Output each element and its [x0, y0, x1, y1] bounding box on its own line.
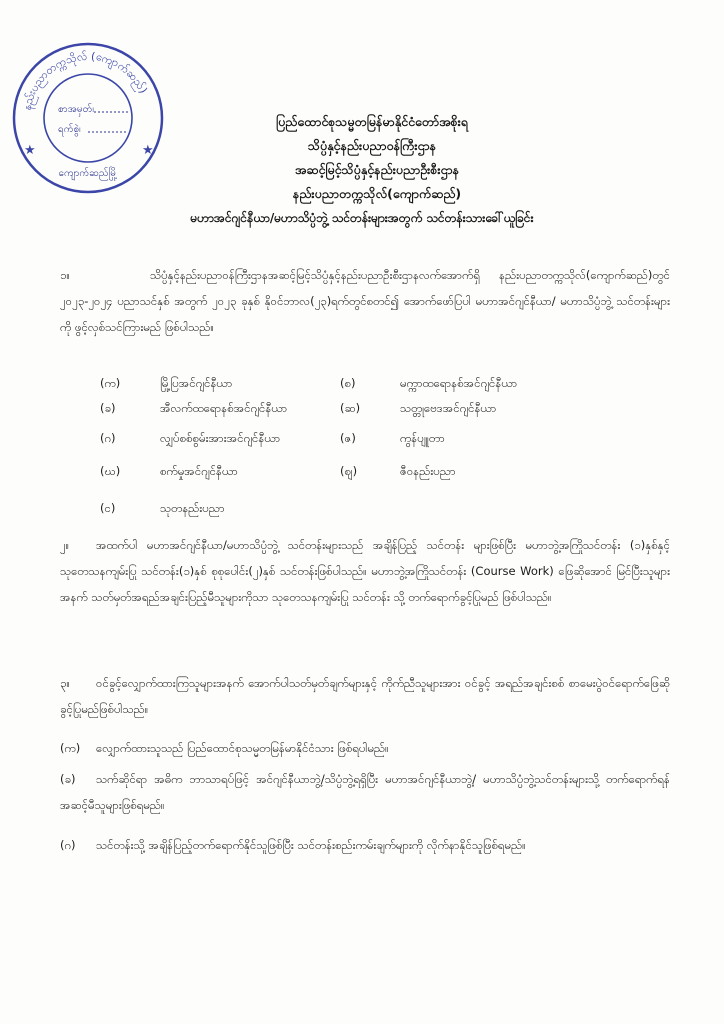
- seal-star-icon: ★: [142, 143, 154, 158]
- paragraph-number: ၁။: [60, 268, 70, 282]
- seal-bottom-text: ကျောက်ဆည်မြို့: [58, 168, 118, 179]
- paragraph-1: [60, 262, 670, 340]
- paragraph-number: ၂။: [60, 538, 70, 552]
- seal-star-icon: ★: [24, 143, 36, 158]
- requirement-item: (ခ) သက်ဆိုင်ရာ အဓိက ဘာသာရပ်ဖြင့် အင်ဂျင်နီယာဘွဲ့/သိပ္ပံဘွဲ့ရရှိပြီး မဟာအင်ဂျင်နီယာဘွဲ့/ မဟာသိပ္ပံဘွဲ့သင်တန်းများသို့ တက်ရောက်ရန်အဆင့်မီသူများဖြစ်ရမည်။: [60, 772, 670, 812]
- header-line-government: ပြည်ထောင်စုသမ္မတမြန်မာနိုင်ငံတော်အစိုးရ: [276, 114, 468, 129]
- course-item: (င) သုတနည်းပညာ: [100, 501, 225, 515]
- course-item: (က) မြို့ပြအင်ဂျင်နီယာ: [100, 376, 233, 390]
- course-list: [60, 376, 670, 526]
- paragraph-text: ဝင်ခွင့်လျှောက်ထားကြသူများအနက် အောက်ပါသတ်မှတ်ချက်များနှင့် ကိုက်ညီသူများအား ဝင်ခွင့် အရည်အချင်းစစ် စာမေးပွဲဝင်ရောက်ဖြေဆိုခွင့်ပြုမည်ဖြစ်ပါသည်။: [60, 676, 670, 716]
- seal-line2-label: ရက်စွဲ၊: [58, 124, 81, 135]
- course-item: (ဂ) လျှပ်စစ်စွမ်းအားအင်ဂျင်နီယာ: [100, 431, 281, 445]
- course-item: (ဇ) ကွန်ပျူတာ: [340, 431, 445, 445]
- header-line-ministry: သိပ္ပံနှင့်နည်းပညာဝန်ကြီးဌာန: [307, 138, 437, 153]
- header-line-university: နည်းပညာတက္ကသိုလ်(ကျောက်ဆည်): [292, 186, 462, 201]
- letter-header: [0, 110, 724, 230]
- course-item: (စ) မက္ကာထရောနစ်အင်ဂျင်နီယာ: [340, 376, 518, 390]
- seal-ring-text: နည်းပညာတက္ကသိုလ် (ကျောက်ဆည်): [20, 49, 150, 112]
- paragraph-3: [60, 670, 670, 722]
- paragraph-text: သိပ္ပံနှင့်နည်းပညာဝန်ကြီးဌာနအဆင့်မြင့်သိပ္ပံနှင့်နည်းပညာဦးစီးဌာနလက်အောက်ရှိ နည်းပညာတက္ကသိုလ်(ကျောက်ဆည်)တွင် ၂၀၂၃-၂၀၂၄ ပညာသင်နှစ် အတွက် ၂၀၂၃ ခုနှစ် နိုဝင်ဘာလ(၂၃)ရက်တွင်စတင်၍ အောက်ဖော်ပြပါ မဟာအင်ဂျင်နီယာ/ မဟာသိပ္ပံဘွဲ့ သင်တန်းများကို ဖွင့်လှစ်သင်ကြားမည် ဖြစ်ပါသည်။: [60, 268, 670, 334]
- seal-line1-label: စာအမှတ်၊: [58, 104, 94, 115]
- paragraph-text: အထက်ပါ မဟာအင်ဂျင်နီယာ/မဟာသိပ္ပံဘွဲ့ သင်တန်းများသည် အချိန်ပြည့် သင်တန်း များဖြစ်ပြီး မဟာဘွဲ့အကြိုသင်တန်း (၁)နှစ်နှင့် သုတေသနကျမ်းပြု သင်တန်း(၁)နှစ် စုစုပေါင်း(၂)နှစ် သင်တန်းဖြစ်ပါသည်။ မဟာဘွဲ့အကြိုသင်တန်း (Course Work) ဖြေဆိုအောင် မြင်ပြီးသူများအနက် သတ်မှတ်အရည်အချင်းပြည့်မီသူများကိုသာ သုတေသနကျမ်းပြု သင်တန်း သို့ တက်ရောက်ခွင့်ပြုမည် ဖြစ်ပါသည်။: [60, 538, 670, 604]
- requirement-item: (က) လျှောက်ထားသူသည် ပြည်ထောင်စုသမ္မတမြန်မာနိုင်ငံသား ဖြစ်ရပါမည်။: [60, 741, 389, 755]
- paragraph-2: [60, 532, 670, 610]
- course-item: (ဈ) ဇီဝနည်းပညာ: [340, 464, 456, 478]
- course-item: (ခ) အီလက်ထရောနစ်အင်ဂျင်နီယာ: [100, 401, 288, 415]
- course-item: (ဆ) သတ္တုဗေဒအင်ဂျင်နီယာ: [340, 401, 497, 415]
- header-line-subject: မဟာအင်ဂျင်နီယာ/မဟာသိပ္ပံဘွဲ့ သင်တန်းများအတွက် သင်တန်းသားခေါ်ယူခြင်း: [190, 211, 534, 225]
- header-line-department: အဆင့်မြင့်သိပ္ပံနှင့်နည်းပညာဦးစီးဌာန: [294, 162, 460, 177]
- paragraph-number: ၃။: [60, 676, 70, 690]
- requirement-item: (ဂ) သင်တန်းသို့ အချိန်ပြည့်တက်ရောက်နိုင်သူဖြစ်ပြီး သင်တန်းစည်းကမ်းချက်များကို လိုက်နာနိုင်သူဖြစ်ရမည်။: [60, 838, 526, 852]
- course-item: (ဃ) စက်မှုအင်ဂျင်နီယာ: [100, 464, 238, 478]
